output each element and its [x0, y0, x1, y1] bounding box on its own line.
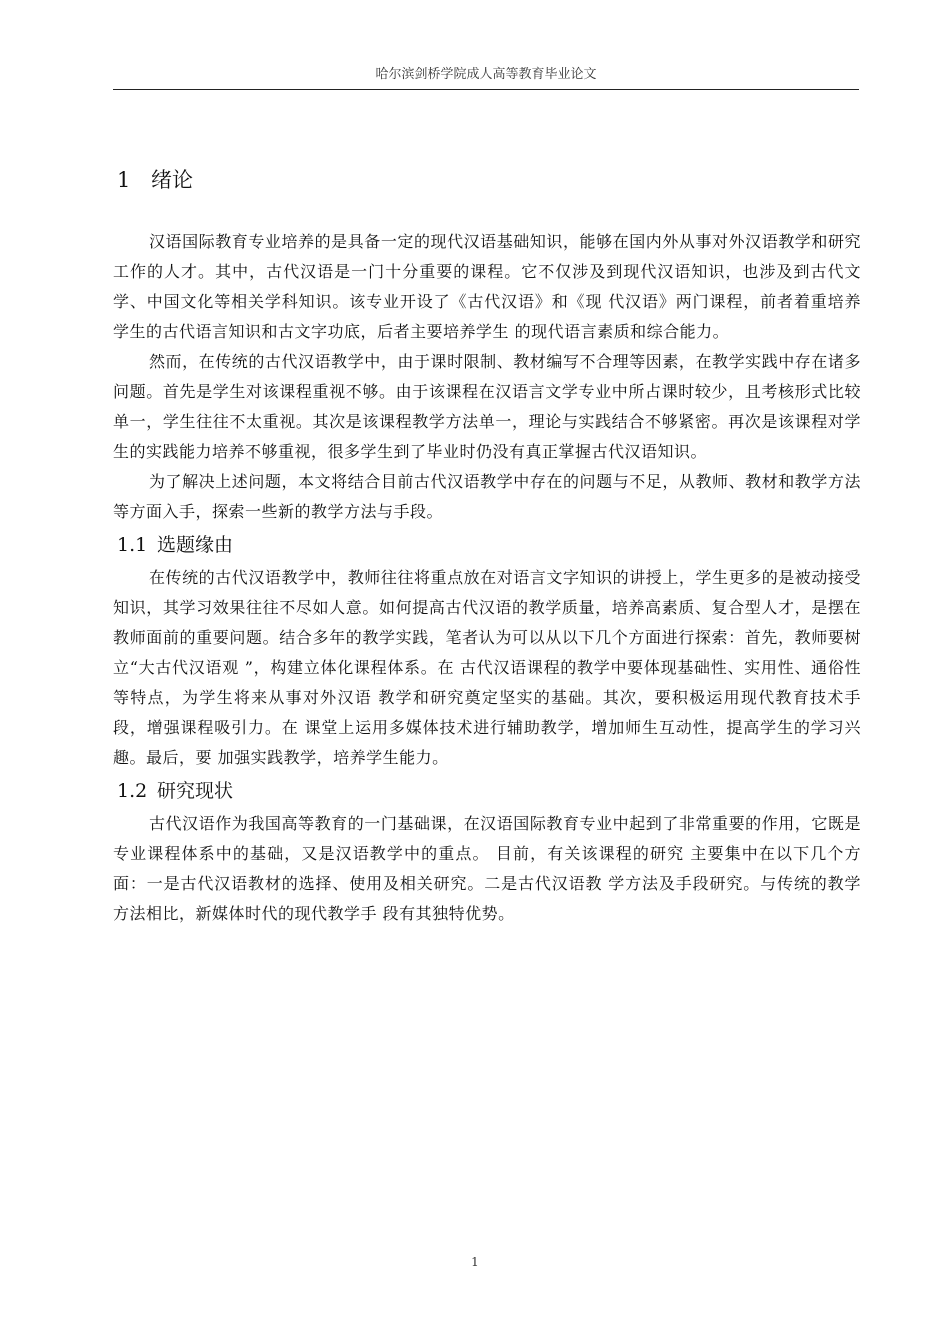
page-number: 1 [471, 1255, 479, 1269]
page-content [113, 160, 861, 929]
section-1-heading [113, 160, 861, 200]
spacer [113, 200, 861, 227]
section-1-2-title: 研究现状 [157, 780, 234, 802]
section-1-number: 1 [117, 168, 131, 192]
header-title: 哈尔滨剑桥学院成人高等教育毕业论文 [375, 67, 597, 82]
section-1-2-number: 1.2 [117, 780, 148, 802]
section-1-1-number: 1.1 [117, 534, 148, 556]
section-1-2-heading [113, 773, 861, 809]
section-1-1-heading [113, 527, 861, 563]
section-1-title: 绪论 [151, 168, 193, 192]
section-1-1-title: 选题缘由 [157, 534, 234, 556]
section-1-1-paragraph: 在传统的古代汉语教学中，教师往往将重点放在对语言文字知识的讲授上，学生更多的是被动接受知识，其学习效果往往不尽如人意。如何提高古代汉语的教学质量，培养高素质、复合型人才，是摆在教师面前的重要问题。结合多年的教学实践，笔者认为可以从以下几个方面进行探索：首先，教师要树立“大古代汉语观 ”，构建立体化课程体系。在 古代汉语课程的教学中要体现基础性、实用性、通俗性等特点，为学生将来从事对外汉语 教学和研究奠定坚实的基础。其次，要积极运用现代教育技术手段，增强课程吸引力。在 课堂上运用多媒体技术进行辅助教学，增加师生互动性，提高学生的学习兴趣。最后，要 加强实践教学，培养学生能力。 [113, 568, 861, 767]
page-header [113, 66, 859, 90]
section-1-2-paragraph: 古代汉语作为我国高等教育的一门基础课，在汉语国际教育专业中起到了非常重要的作用，它既是专业课程体系中的基础，又是汉语教学中的重点。 目前，有关该课程的研究 主要集中在以下几个方面：一是古代汉语教材的选择、使用及相关研究。二是古代汉语教 学方法及手段研究。与传统的教学方法相比，新媒体时代的现代教学手 段有其独特优势。 [113, 814, 861, 923]
section-1-paragraph: 汉语国际教育专业培养的是具备一定的现代汉语基础知识，能够在国内外从事对外汉语教学和研究工作的人才。其中，古代汉语是一门十分重要的课程。它不仅涉及到现代汉语知识，也涉及到古代文学、中国文化等相关学科知识。该专业开设了《古代汉语》和《现 代汉语》两门课程，前者着重培养学生的古代语言知识和古文字功底，后者主要培养学生 的现代语言素质和综合能力。 [113, 232, 861, 341]
section-1-paragraph: 然而，在传统的古代汉语教学中，由于课时限制、教材编写不合理等因素，在教学实践中存在诸多问题。首先是学生对该课程重视不够。由于该课程在汉语言文学专业中所占课时较少，且考核形式比较单一，学生往往不太重视。其次是该课程教学方法单一，理论与实践结合不够紧密。再次是该课程对学生的实践能力培养不够重视，很多学生到了毕业时仍没有真正掌握古代汉语知识。 [113, 352, 861, 461]
section-1-paragraph: 为了解决上述问题，本文将结合目前古代汉语教学中存在的问题与不足，从教师、教材和教学方法等方面入手，探索一些新的教学方法与手段。 [113, 472, 861, 521]
